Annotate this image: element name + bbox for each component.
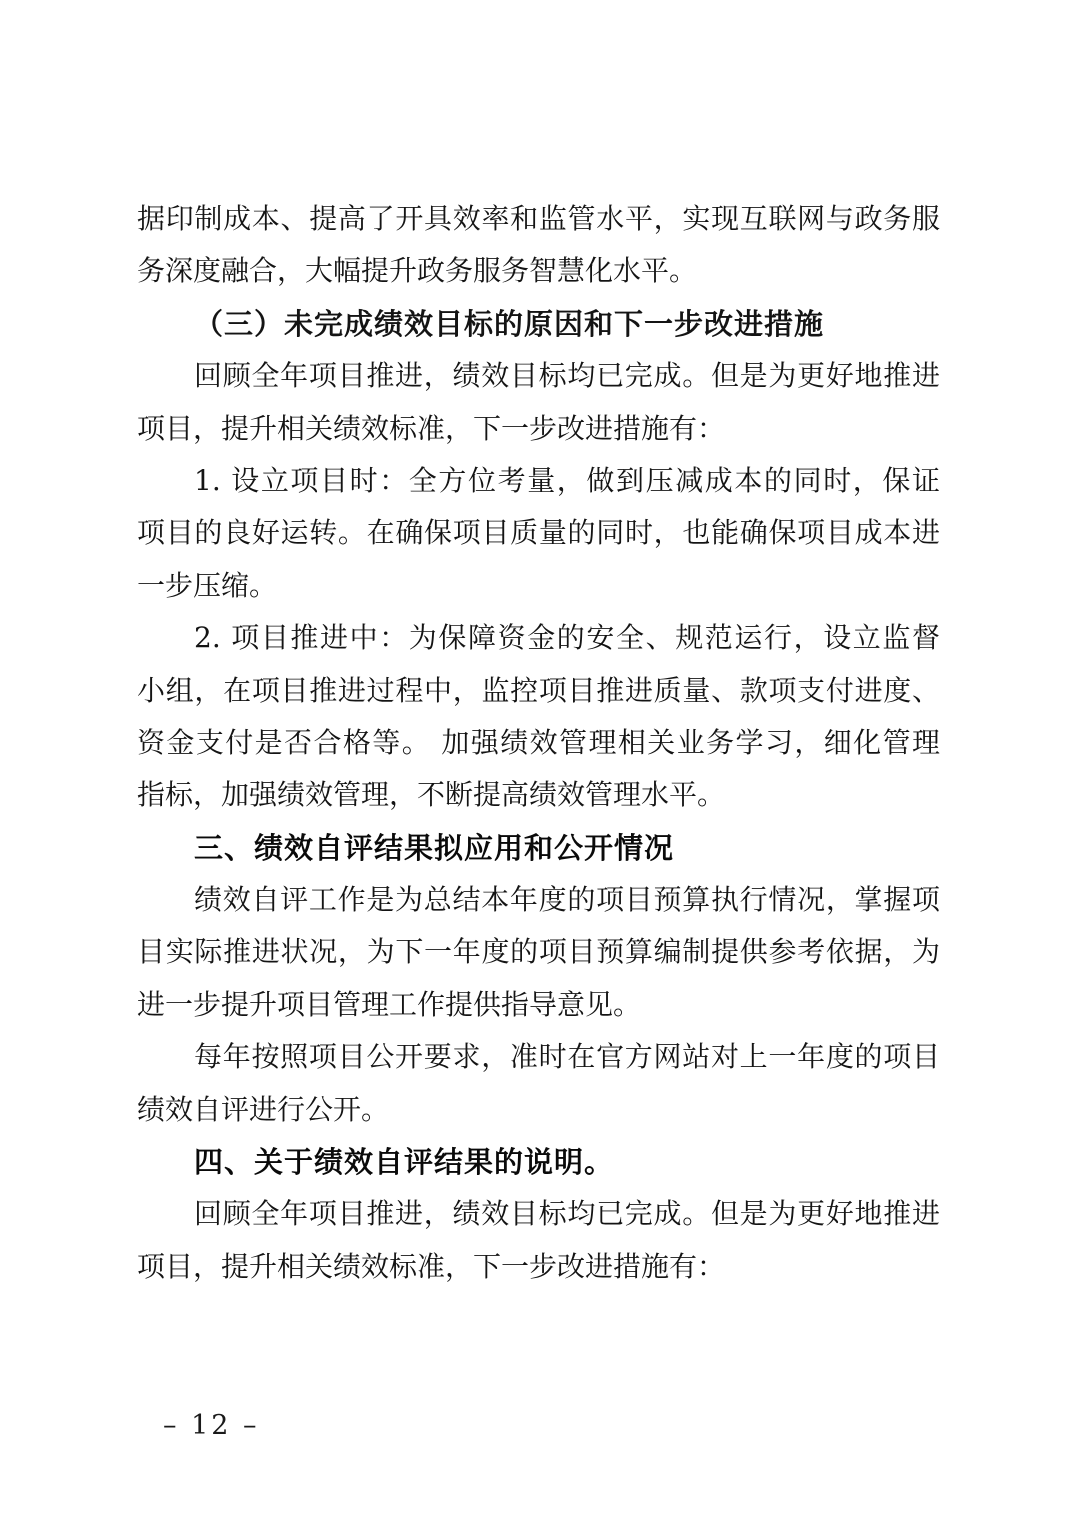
text-line: 进一步提升项目管理工作提供指导意见。 <box>137 987 642 1021</box>
text-line: 目实际推进状况，为下一年度的项目预算编制提供参考依据，为 <box>137 935 940 969</box>
text-line: 回顾全年项目推进，绩效目标均已完成。但是为更好地推进 <box>194 359 940 393</box>
text-line: 小组，在项目推进过程中，监控项目推进质量、款项支付进度、 <box>137 673 940 707</box>
page-number: – 12 – <box>163 1410 260 1441</box>
text-line: 项目，提升相关绩效标准，下一步改进措施有： <box>137 1249 726 1283</box>
text-line: 1. 设立项目时：全方位考量，做到压减成本的同时，保证 <box>194 463 940 497</box>
section-heading: 三、绩效自评结果拟应用和公开情况 <box>194 830 675 865</box>
text-line: 回顾全年项目推进，绩效目标均已完成。但是为更好地推进 <box>194 1197 940 1231</box>
text-line: 资金支付是否合格等。 加强绩效管理相关业务学习，细化管理 <box>137 725 940 759</box>
section-heading: （三）未完成绩效目标的原因和下一步改进措施 <box>194 306 825 341</box>
document-content <box>137 193 940 1293</box>
text-line: 一步压缩。 <box>137 568 278 602</box>
text-line: 据印制成本、提高了开具效率和监管水平，实现互联网与政务服 <box>137 202 940 235</box>
text-line: 务深度融合，大幅提升政务服务智慧化水平。 <box>137 254 698 288</box>
text-line: 项目，提升相关绩效标准，下一步改进措施有： <box>137 411 726 445</box>
text-line: 项目的良好运转。在确保项目质量的同时，也能确保项目成本进 <box>137 516 940 550</box>
section-heading: 四、关于绩效自评结果的说明。 <box>194 1145 615 1180</box>
text-line: 绩效自评工作是为总结本年度的项目预算执行情况，掌握项 <box>194 883 940 917</box>
text-line: 每年按照项目公开要求，准时在官方网站对上一年度的项目 <box>194 1040 940 1074</box>
text-line: 2. 项目推进中：为保障资金的安全、规范运行，设立监督 <box>194 621 940 655</box>
text-line: 绩效自评进行公开。 <box>137 1092 390 1126</box>
text-line: 指标，加强绩效管理，不断提高绩效管理水平。 <box>137 778 726 812</box>
